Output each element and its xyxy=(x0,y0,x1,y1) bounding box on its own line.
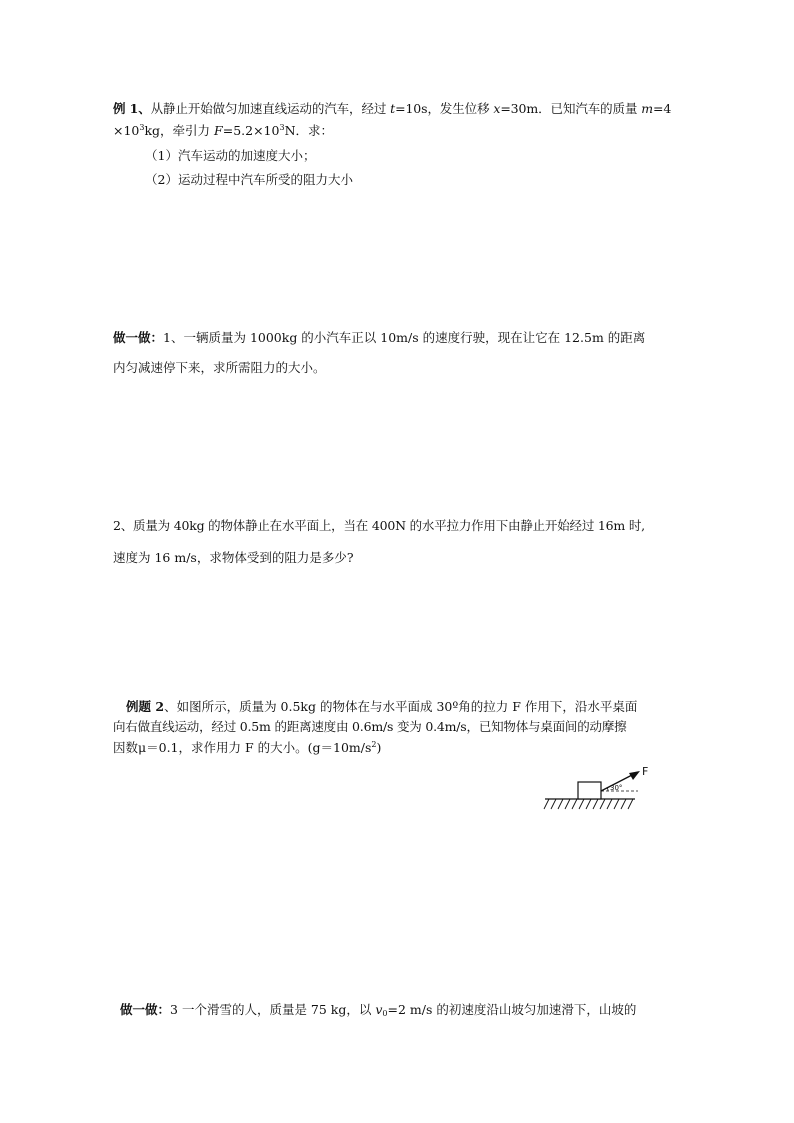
var-t: t xyxy=(390,101,396,116)
exponent: 3 xyxy=(279,123,285,132)
try-2-line-1: 2、质量为 40kg 的物体静止在水平面上，当在 400N 的水平拉力作用下由静止开始经过 16m 时, xyxy=(113,518,645,533)
text: =10s，发生位移 xyxy=(395,101,494,116)
text: 、如图所示，质量为 0.5kg 的物体在与水平面成 30º角的拉力 F 作用下，沿水平桌面 xyxy=(164,699,638,714)
exponent: 2 xyxy=(371,740,377,749)
text: N．求： xyxy=(284,123,334,138)
example-1-label: 例 1、 xyxy=(113,101,151,116)
try-3-line-1 xyxy=(120,1002,636,1018)
table-hatching xyxy=(544,799,633,809)
text: 因数μ＝0.1，求作用力 F 的大小。(g＝10m/s xyxy=(113,740,372,755)
example-1-line-2 xyxy=(113,123,333,139)
example-2-line-2: 向右做直线运动，经过 0.5m 的距离速度由 0.6m/s 变为 0.4m/s，已知物体与桌面间的动摩擦 xyxy=(113,719,627,734)
exponent: 3 xyxy=(139,123,145,132)
text: ×10 xyxy=(113,123,140,138)
example-2-line-3 xyxy=(113,740,381,756)
example-2-line-1 xyxy=(126,699,637,715)
var-v: v xyxy=(375,1002,383,1017)
try-3-label: 做一做： xyxy=(120,1002,171,1017)
text: =5.2×10 xyxy=(222,123,280,138)
var-F: F xyxy=(214,123,223,138)
text: =30m．已知汽车的质量 xyxy=(500,101,642,116)
example-2-label: 例题 2 xyxy=(126,699,165,714)
text: =2 m/s 的初速度沿山坡匀加速滑下，山坡的 xyxy=(387,1002,637,1017)
angle-arc xyxy=(607,788,608,791)
text: ) xyxy=(376,740,382,755)
text: 1、一辆质量为 1000kg 的小汽车正以 10m/s 的速度行驶，现在让它在 12.5m 的距离 xyxy=(163,330,646,345)
example-1-question-1: （1）汽车运动的加速度大小； xyxy=(145,148,316,163)
force-diagram xyxy=(543,763,653,813)
var-x: x xyxy=(493,101,501,116)
try-2-line-2: 速度为 16 m/s，求物体受到的阻力是多少? xyxy=(113,550,354,565)
example-1-line-1 xyxy=(113,101,671,117)
force-label: F xyxy=(642,765,649,778)
text: 3 一个滑雪的人，质量是 75 kg，以 xyxy=(170,1002,376,1017)
block xyxy=(578,782,601,799)
text: 从静止开始做匀加速直线运动的汽车，经过 xyxy=(150,101,391,116)
example-1-question-2: （2）运动过程中汽车所受的阻力大小 xyxy=(145,172,353,187)
force-arrowhead xyxy=(629,771,640,780)
subscript: 0 xyxy=(382,1009,388,1018)
var-m: m xyxy=(641,101,653,116)
try-1-label: 做一做： xyxy=(113,330,164,345)
try-1-line-2: 内匀减速停下来，求所需阻力的大小。 xyxy=(113,360,326,375)
angle-label: 30° xyxy=(610,784,623,792)
try-1-line-1 xyxy=(113,330,645,346)
text: kg，牵引力 xyxy=(144,123,215,138)
text: =4 xyxy=(653,101,672,116)
